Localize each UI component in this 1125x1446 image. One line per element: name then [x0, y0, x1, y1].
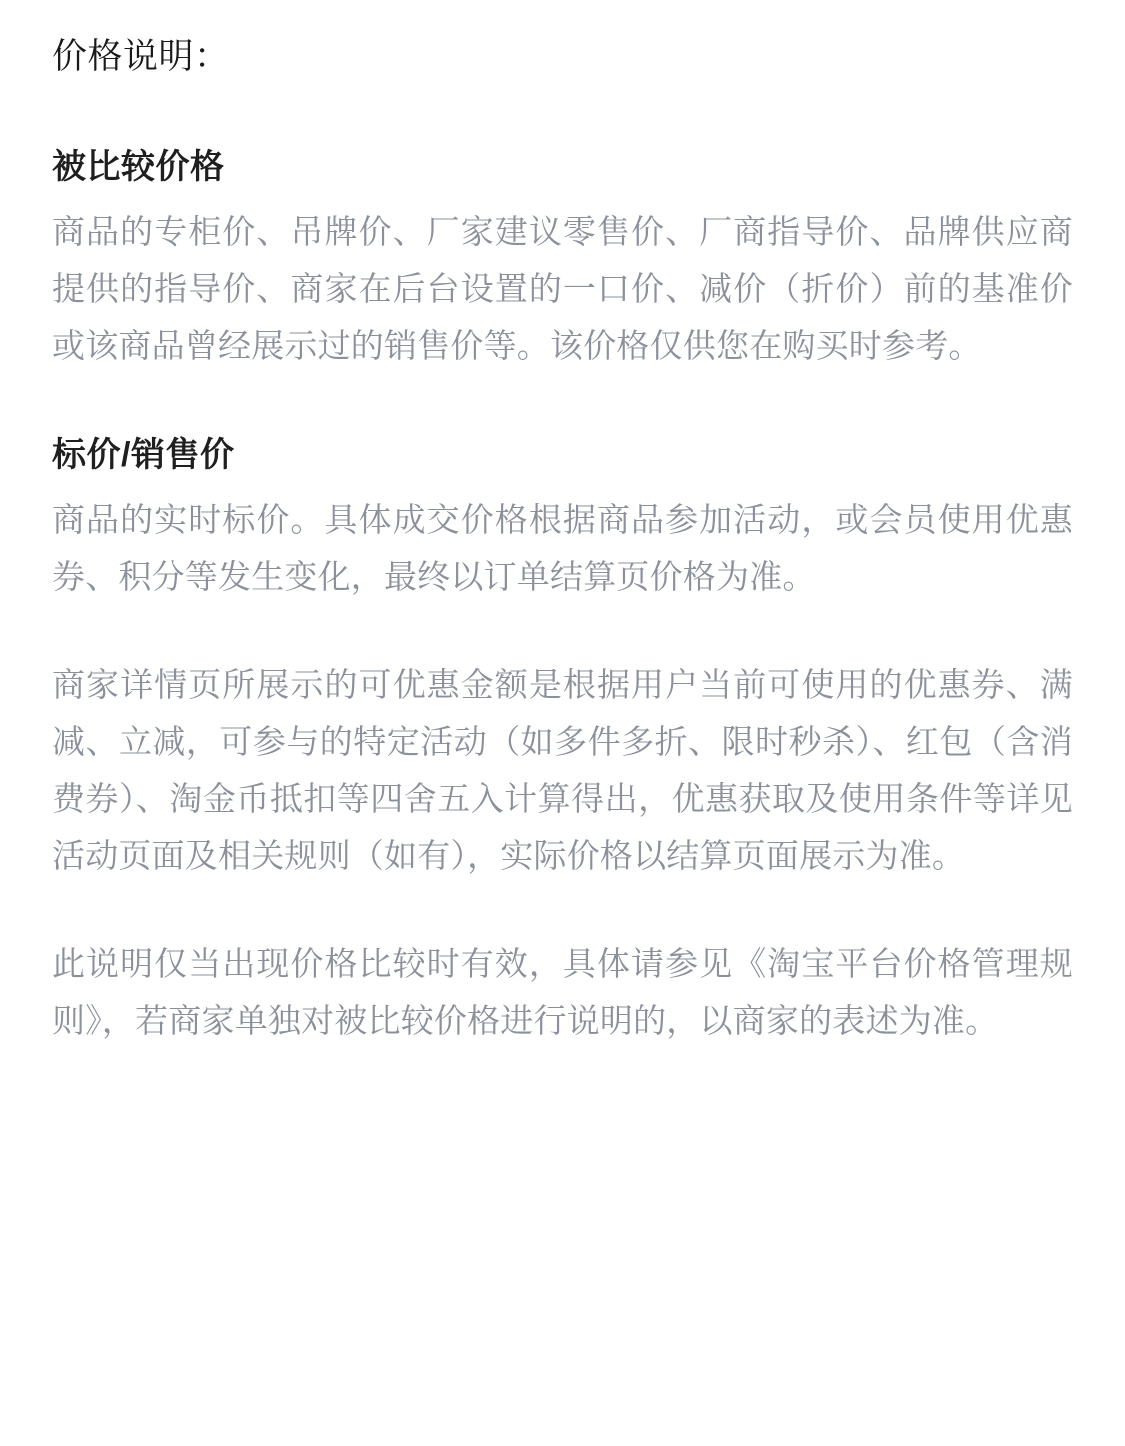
section-list-sale-price	[52, 431, 1073, 1050]
section-paragraph: 商家详情页所展示的可优惠金额是根据用户当前可使用的优惠券、满减、立减，可参与的特定活动（如多件多折、限时秒杀）、红包（含消费券）、淘金币抵扣等四舍五入计算得出，优惠获取及使用条件等详见活动页面及相关规则（如有），实际价格以结算页面展示为准。	[52, 666, 1073, 874]
page-title: 价格说明：	[52, 37, 230, 76]
section-compared-price	[52, 143, 1073, 375]
section-heading-list-sale-price: 标价/销售价	[52, 435, 235, 474]
section-heading-compared-price: 被比较价格	[52, 148, 225, 186]
section-paragraph: 商品的专柜价、吊牌价、厂家建议零售价、厂商指导价、品牌供应商提供的指导价、商家在后台设置的一口价、减价（折价）前的基准价或该商品曾经展示过的销售价等。该价格仅供您在购买时参考。	[52, 213, 1073, 364]
section-paragraph: 商品的实时标价。具体成交价格根据商品参加活动，或会员使用优惠券、积分等发生变化，最终以订单结算页价格为准。	[52, 500, 1073, 595]
section-paragraph: 此说明仅当出现价格比较时有效，具体请参见《淘宝平台价格管理规则》，若商家单独对被比较价格进行说明的，以商家的表述为准。	[52, 945, 1073, 1040]
